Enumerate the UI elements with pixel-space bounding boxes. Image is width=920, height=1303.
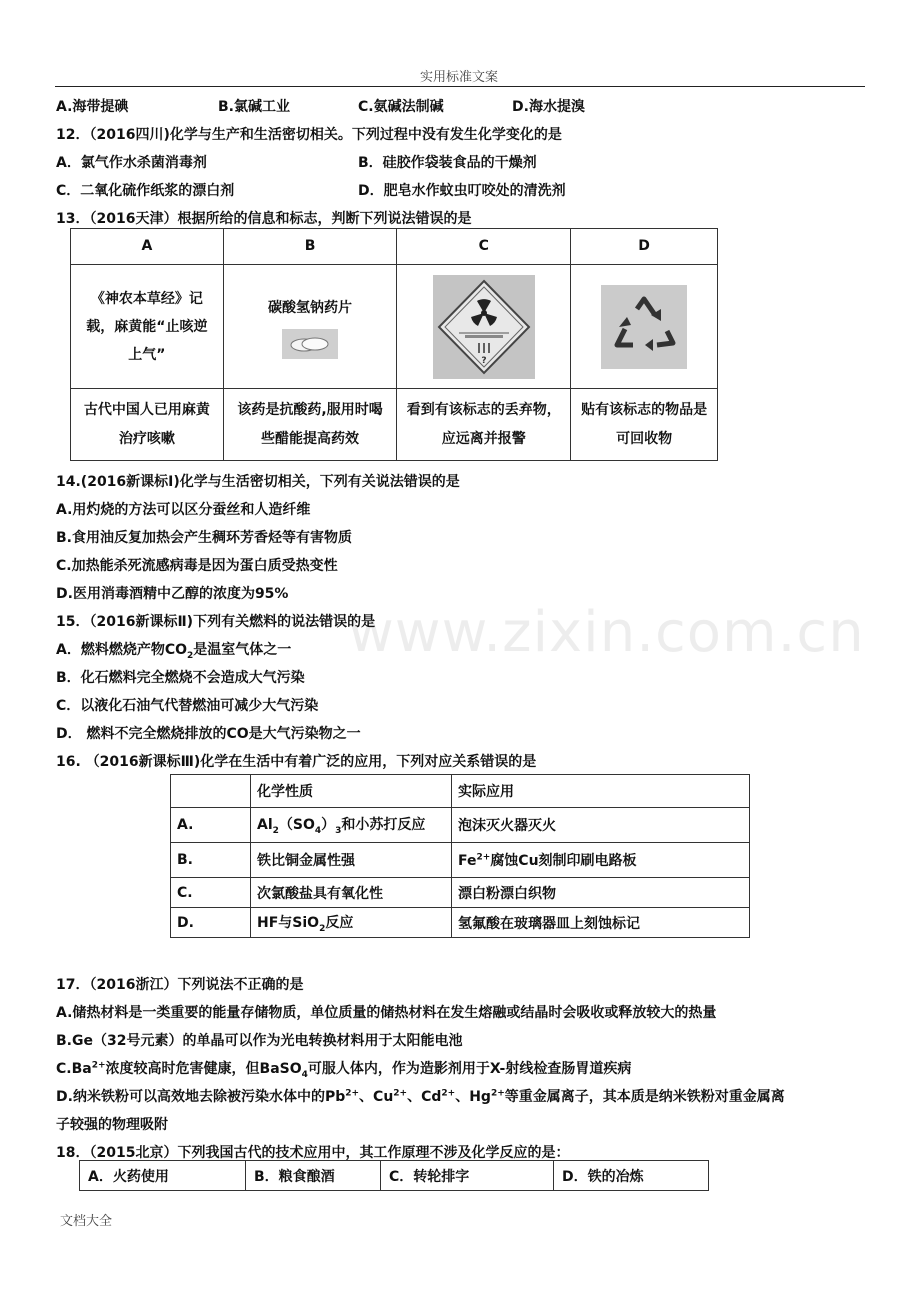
q16-d-p1: HF与SiO (257, 914, 320, 931)
q16-header-property: 化学性质 (251, 775, 452, 808)
q16-a-p1: Al (257, 817, 273, 834)
q16-row-d-key: D. (171, 908, 251, 938)
q15-option-b: B．化石燃料完全燃烧不会造成大气污染 (56, 670, 305, 686)
q16-row-b-application (452, 843, 750, 878)
q17-d2: 、Cu (359, 1089, 394, 1105)
q12-option-b: B．硅胶作袋装食品的干燥剂 (358, 155, 537, 171)
q17-option-b: B.Ge（32号元素）的单晶可以作为光电转换材料用于太阳能电池 (56, 1033, 463, 1049)
svg-text:?: ? (481, 355, 487, 366)
q12-stem: 12．（2016四川)化学与生产和生活密切相关。下列过程中没有发生化学变化的是 (56, 127, 562, 143)
q16-a-s2: 4 (314, 825, 322, 836)
q16-a-s1: 2 (272, 825, 279, 836)
page-footer: 文档大全 (60, 1214, 113, 1229)
q17-d-s3: 2+ (441, 1088, 456, 1099)
recycle-icon (601, 285, 687, 369)
header-rule (55, 86, 865, 87)
q16-a-s3: 3 (335, 825, 342, 836)
q16-row-c-property: 次氯酸盐具有氧化性 (251, 878, 452, 908)
q11-option-a: A.海带提碘 (56, 99, 129, 115)
q15-option-a-text2: 是温室气体之一 (193, 642, 292, 658)
q16-a-p2: （SO (278, 817, 315, 834)
q17-option-c (56, 1058, 631, 1080)
q16-row-b-key: B. (171, 843, 251, 878)
q13-statement-d: 贴有该标志的物品是可回收物 (571, 389, 718, 461)
tablet-icon (282, 329, 338, 359)
page-header: 实用标准文案 (420, 70, 499, 85)
q16-b-a2: 腐蚀Cu刻制印刷电路板 (490, 853, 637, 869)
q13-header-a: A (71, 229, 224, 265)
q15-option-a (56, 639, 291, 661)
q16-stem: 16. （2016新课标Ⅲ)化学在生活中有着广泛的应用，下列对应关系错误的是 (56, 754, 537, 770)
q15-option-d: D． 燃料不完全燃烧排放的CO是大气污染物之一 (56, 726, 361, 742)
q17-d1: D.纳米铁粉可以高效地去除被污染水体中的Pb (56, 1089, 346, 1105)
q17-d-s1: 2+ (345, 1088, 360, 1099)
q16-row-a-property (251, 808, 452, 843)
radioactive-icon (433, 275, 535, 379)
q16-b-asup: 2+ (476, 852, 491, 863)
q17-d-s2: 2+ (393, 1088, 408, 1099)
q16-row-c-key: C. (171, 878, 251, 908)
q17-c1: C.Ba (56, 1061, 92, 1077)
q11-option-b: B.氯碱工业 (218, 99, 290, 115)
q18-option-c: C．转轮排字 (381, 1161, 554, 1191)
q11-option-d: D.海水提溴 (512, 99, 585, 115)
q17-option-a: A.储热材料是一类重要的能量存储物质，单位质量的储热材料在发生熔融或结晶时会吸收或释放较大的热量 (56, 1005, 717, 1021)
q14-option-b: B.食用油反复加热会产生稠环芳香烃等有害物质 (56, 530, 352, 546)
q18-option-a: A．火药使用 (80, 1161, 246, 1191)
recycle-symbol-image (601, 285, 687, 369)
q17-d4: 、Hg (455, 1089, 491, 1105)
q16-header-application: 实际应用 (452, 775, 750, 808)
q17-stem: 17．（2016浙江）下列说法不正确的是 (56, 977, 304, 993)
q15-option-a-sub: 2 (187, 650, 194, 661)
q16-d-s1: 2 (319, 923, 326, 934)
q16-row-a-application: 泡沫灭火器灭火 (452, 808, 750, 843)
q12-option-a: A．氯气作水杀菌消毒剂 (56, 155, 207, 171)
radioactive-label-image (433, 275, 535, 379)
q16-row-b-property: 铁比铜金属性强 (251, 843, 452, 878)
q13-header-b: B (223, 229, 397, 265)
q12-option-d: D．肥皂水作蚊虫叮咬处的清洗剂 (358, 183, 566, 199)
q11-option-c: C.氨碱法制碱 (358, 99, 444, 115)
q16-b-a1: Fe (458, 853, 477, 869)
q18-option-b: B．粮食酿酒 (246, 1161, 381, 1191)
q17-c-sup: 2+ (91, 1060, 106, 1071)
q16-row-c-application: 漂白粉漂白织物 (452, 878, 750, 908)
q18-option-d: D．铁的冶炼 (554, 1161, 709, 1191)
q14-option-a: A.用灼烧的方法可以区分蚕丝和人造纤维 (56, 502, 311, 518)
q16-row-a-key: A. (171, 808, 251, 843)
q16-header-key (171, 775, 251, 808)
q17-c3: 可服人体内，作为造影剂用于X-射线检查肠胃道疾病 (307, 1061, 632, 1077)
q13-statement-c: 看到有该标志的丢弃物，应远离并报警 (397, 389, 571, 461)
q15-option-a-text: A．燃料燃烧产物CO (56, 642, 188, 658)
q14-option-c: C.加热能杀死流感病毒是因为蛋白质受热变性 (56, 558, 338, 574)
q18-table (79, 1160, 709, 1191)
watermark: www.zixin.com.cn (348, 600, 865, 665)
q13-statement-b: 该药是抗酸药,服用时喝些醋能提高药效 (223, 389, 397, 461)
q17-c-sub: 4 (301, 1069, 308, 1080)
q16-a-p4: 和小苏打反应 (341, 817, 426, 834)
q17-c2: 浓度较高时危害健康，但BaSO (105, 1061, 302, 1077)
q13-stem: 13．（2016天津）根据所给的信息和标志，判断下列说法错误的是 (56, 211, 472, 227)
q13-header-d: D (571, 229, 718, 265)
q12-option-c: C．二氧化硫作纸浆的漂白剂 (56, 183, 235, 199)
q13-info-b-text: 碳酸氢钠药片 (268, 300, 353, 316)
q17-d5: 等重金属离子，其本质是纳米铁粉对重金属离 (504, 1089, 785, 1105)
q16-row-d-property (251, 908, 452, 938)
q16-row-d-application: 氢氟酸在玻璃器皿上刻蚀标记 (452, 908, 750, 938)
q17-d-s4: 2+ (490, 1088, 505, 1099)
q16-table (170, 774, 750, 938)
q17-option-d (56, 1086, 785, 1106)
q15-option-c: C．以液化石油气代替燃油可减少大气污染 (56, 698, 319, 714)
q18-stem: 18．（2015北京）下列我国古代的技术应用中，其工作原理不涉及化学反应的是： (56, 1145, 570, 1161)
q13-info-c (397, 265, 571, 389)
q17-d3: 、Cd (407, 1089, 442, 1105)
q13-header-c: C (397, 229, 571, 265)
tablets-image (282, 329, 338, 359)
q13-info-a-text: 《神农本草经》记载，麻黄能“止咳逆上气” (86, 290, 208, 363)
q13-info-a (71, 265, 224, 389)
q14-option-d: D.医用消毒酒精中乙醇的浓度为95% (56, 586, 289, 602)
q13-info-b (223, 265, 397, 389)
q16-a-p3: ） (321, 817, 336, 834)
q17-option-d-cont: 子较强的物理吸附 (56, 1117, 168, 1133)
q15-stem: 15．（2016新课标Ⅱ)下列有关燃料的说法错误的是 (56, 614, 376, 630)
q13-table (70, 228, 718, 461)
q13-info-d (571, 265, 718, 389)
q13-statement-a: 古代中国人已用麻黄治疗咳嗽 (71, 389, 224, 461)
q16-d-p2: 反应 (325, 914, 354, 931)
q14-stem: 14.(2016新课标Ⅰ)化学与生活密切相关，下列有关说法错误的是 (56, 474, 460, 490)
